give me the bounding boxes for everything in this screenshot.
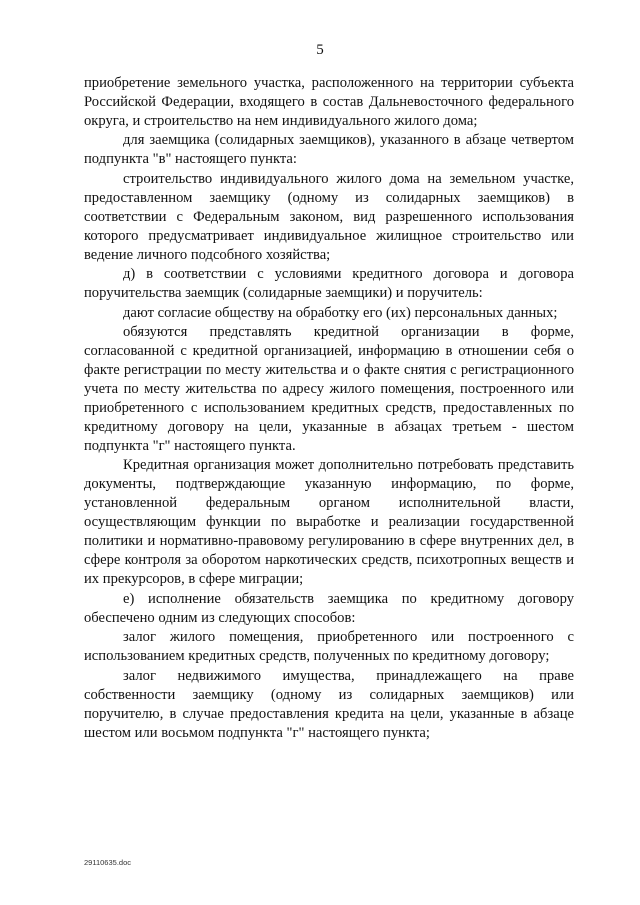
paragraph-1: приобретение земельного участка, расположенного на территории субъекта Российской Федерации, входящего в состав Дальневосточного федерального округа, и строительство на нем индивидуального жилого дома; xyxy=(84,75,574,129)
paragraph-10: залог недвижимого имущества, принадлежащего на праве собственности заемщику (одному из солидарных заемщиков) или поручителю, в случае предоставления кредита на цели, указанные в абзаце шестом или восьмом подпункта "г" настоящего пункта; xyxy=(84,667,574,741)
document-footer: 29110635.doc xyxy=(84,858,131,867)
paragraph-8: е) исполнение обязательств заемщика по кредитному договору обеспечено одним из следующих способов: xyxy=(84,590,574,626)
paragraph-7: Кредитная организация может дополнительно потребовать представить документы, подтверждающие указанную информацию, по форме, установленной федеральным органом исполнительной власти, осуществляющим функции по выработке и реализации государственной политики и нормативно-правовому регулированию в сфере внутренних дел, в сфере контроля за оборотом наркотических средств, психотропных веществ и их прекурсоров, в сфере миграции; xyxy=(84,457,574,588)
document-body xyxy=(84,74,574,743)
paragraph-4: д) в соответствии с условиями кредитного договора и договора поручительства заемщик (солидарные заемщики) и поручитель: xyxy=(84,266,574,302)
page-number: 5 xyxy=(316,42,324,58)
paragraph-9: залог жилого помещения, приобретенного или построенного с использованием кредитных средств, полученных по кредитному договору; xyxy=(84,629,574,665)
paragraph-6: обязуются представлять кредитной организации в форме, согласованной с кредитной организацией, информацию в отношении себя о факте регистрации по месту жительства и о факте снятия с регистрационного учета по месту жительства по адресу жилого помещения, построенного или приобретенного с использованием кредитных средств, предоставленных по кредитному договору на цели, указанные в абзацах третьем - шестом подпункта "г" настоящего пункта. xyxy=(84,323,574,454)
paragraph-5: дают согласие обществу на обработку его (их) персональных данных; xyxy=(123,304,558,321)
paragraph-3: строительство индивидуального жилого дома на земельном участке, предоставленном заемщику (одному из солидарных заемщиков) в соответствии с Федеральным законом, вид разрешенного использования которого предусматривает индивидуальное жилищное строительство или ведение личного подсобного хозяйства; xyxy=(84,170,574,263)
paragraph-2: для заемщика (солидарных заемщиков), указанного в абзаце четвертом подпункта "в" настоящего пункта: xyxy=(84,132,574,168)
